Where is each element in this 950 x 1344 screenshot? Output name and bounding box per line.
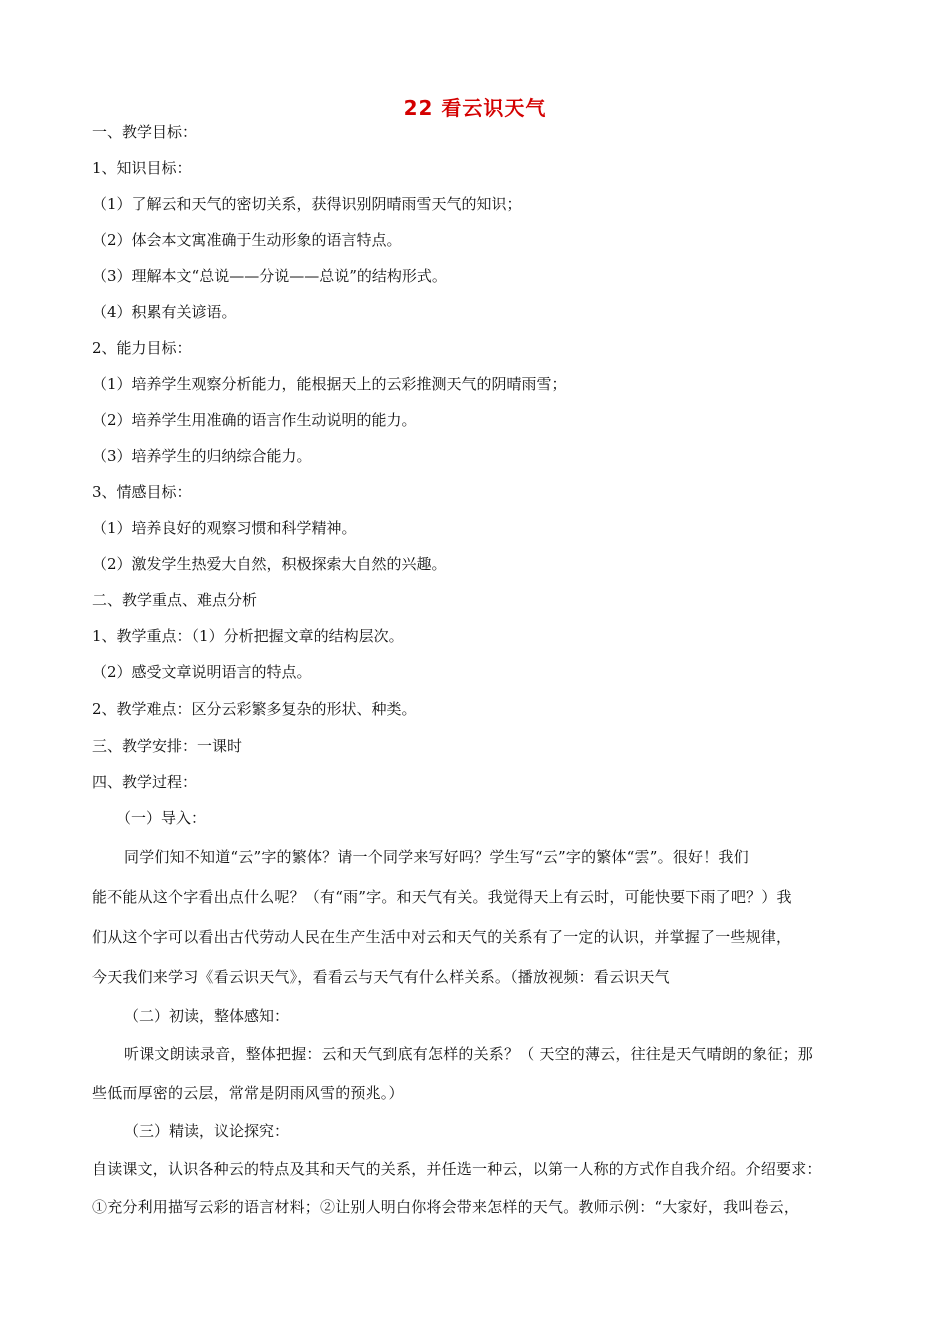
section-heading-objectives: 一、教学目标： [92, 123, 198, 141]
step-heading-intro: （一）导入： [116, 809, 207, 827]
step-heading-first-reading: （二）初读，整体感知： [124, 1007, 290, 1025]
page-title: 22 看云识天气 [403, 96, 547, 120]
close-reading-line-2: ①充分利用描写云彩的语言材料；②让别人明白你将会带来怎样的天气。教师示例：“大家好，我叫卷云， [92, 1198, 800, 1216]
section-heading-key-points: 二、教学重点、难点分析 [92, 591, 258, 609]
subheading-ability-objectives: 2、能力目标： [92, 339, 192, 357]
knowledge-objective-2: （2）体会本文寓准确于生动形象的语言特点。 [92, 231, 402, 249]
intro-paragraph-line-1: 同学们知不知道“云”字的繁体？请一个同学来写好吗？学生写“云”字的繁体“雲”。很好！我们 [124, 848, 749, 866]
ability-objective-3: （3）培养学生的归纳综合能力。 [92, 447, 312, 465]
emotional-objective-2: （2）激发学生热爱大自然，积极探索大自然的兴趣。 [92, 555, 447, 573]
difficulty-point: 2、教学难点：区分云彩繁多复杂的形状、种类。 [92, 700, 417, 718]
section-heading-process: 四、教学过程： [92, 773, 198, 791]
subheading-knowledge-objectives: 1、知识目标： [92, 159, 192, 177]
intro-paragraph-line-2: 能不能从这个字看出点什么呢？（有“雨”字。和天气有关。我觉得天上有云时，可能快要下雨了吧？）我 [92, 888, 792, 906]
key-point-1: 1、教学重点：（1）分析把握文章的结构层次。 [92, 627, 404, 645]
subheading-emotional-objectives: 3、情感目标： [92, 483, 192, 501]
ability-objective-1: （1）培养学生观察分析能力，能根据天上的云彩推测天气的阴晴雨雪； [92, 375, 567, 393]
emotional-objective-1: （1）培养良好的观察习惯和科学精神。 [92, 519, 357, 537]
close-reading-line-1: 自读课文，认识各种云的特点及其和天气的关系，并任选一种云，以第一人称的方式作自我介绍。介绍要求： [92, 1160, 822, 1178]
knowledge-objective-3: （3）理解本文“总说——分说——总说”的结构形式。 [92, 267, 447, 285]
knowledge-objective-1: （1）了解云和天气的密切关系，获得识别阴晴雨雪天气的知识； [92, 195, 522, 213]
ability-objective-2: （2）培养学生用准确的语言作生动说明的能力。 [92, 411, 417, 429]
key-point-2: （2）感受文章说明语言的特点。 [92, 663, 312, 681]
knowledge-objective-4: （4）积累有关谚语。 [92, 303, 237, 321]
first-reading-line-1: 听课文朗读录音，整体把握：云和天气到底有怎样的关系？（ 天空的薄云，往往是天气晴朗的象征；那 [124, 1045, 813, 1063]
step-heading-close-reading: （三）精读，议论探究： [124, 1122, 290, 1140]
first-reading-line-2: 些低而厚密的云层，常常是阴雨风雪的预兆。） [92, 1084, 404, 1102]
intro-paragraph-line-3: 们从这个字可以看出古代劳动人民在生产生活中对云和天气的关系有了一定的认识，并掌握了一些规律， [92, 928, 792, 946]
intro-paragraph-line-4: 今天我们来学习《看云识天气》，看看云与天气有什么样关系。（播放视频：看云识天气 [92, 968, 670, 986]
section-heading-schedule: 三、教学安排：一课时 [92, 737, 243, 755]
